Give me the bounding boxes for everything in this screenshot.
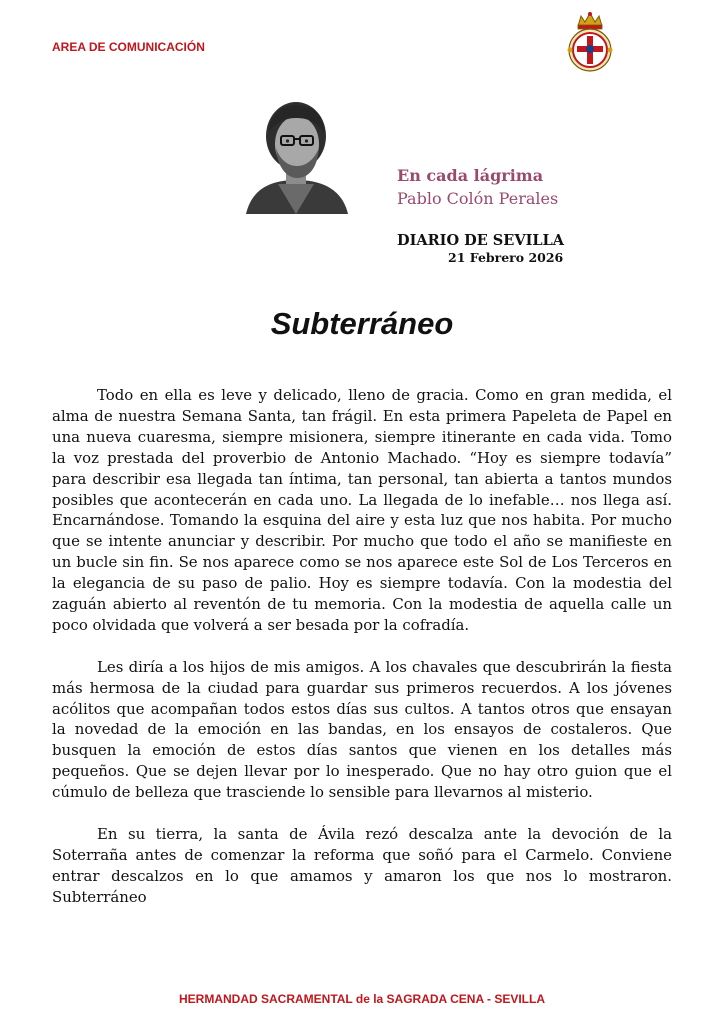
article-body	[52, 385, 672, 929]
column-title: En cada lágrima	[397, 166, 544, 185]
author-name: Pablo Colón Perales	[397, 189, 559, 208]
article-paragraph: Todo en ella es leve y delicado, lleno de gracia. Como en gran medida, el alma de nuestra Semana Santa, tan frágil. En esta primera Papeleta de Papel en una nueva cuaresma, siempre misionera, siempre itinerante en cada vida. Tomo la voz prestada del proverbio de Antonio Machado. “Hoy es siempre todavía” para describir esa llegada tan íntima, tan personal, tan abierta a tantos mundos posibles que acontecerán en cada uno. La llegada de lo inefable… nos llega así. Encarnándose. Tomando la esquina del aire y esta luz que nos habita. Por mucho que se intente anunciar y describir. Por mucho que todo el año se manifieste en un bucle sin fin. Se nos aparece como se nos aparece este Sol de Los Terceros en la elegancia de su paso de palio. Hoy es siempre todavía. Con la modestia del zaguán abierto al reventón de tu memoria. Con la modestia de aquella calle un poco olvidada que volverá a ser besada por la cofradía.	[52, 386, 672, 634]
article-paragraph: En su tierra, la santa de Ávila rezó descalza ante la devoción de la Soterraña antes de comenzar la reforma que soñó para el Carmelo. Conviene entrar descalzos en lo que amamos y amaron los que nos lo mostraron. Subterráneo	[52, 825, 672, 906]
author-portrait	[244, 96, 348, 214]
article-headline: Subterráneo	[270, 306, 454, 341]
publication-date: 21 Febrero 2026	[448, 250, 564, 265]
footer-brotherhood-name: HERMANDAD SACRAMENTAL de la SAGRADA CENA - SEVILLA	[178, 992, 545, 1006]
newspaper-name: DIARIO DE SEVILLA	[397, 232, 564, 249]
brotherhood-crest-icon	[565, 10, 615, 74]
article-paragraph: Les diría a los hijos de mis amigos. A los chavales que descubrirán la fiesta más hermosa de la ciudad para guardar sus primeros recuerdos. A los jóvenes acólitos que acompañan todos estos días sus cultos. A tantos otros que ensayan la novedad de la emoción en las bandas, en los ensayos de costaleros. Que busquen la emoción de estos días santos que vienen en los detalles más pequeños. Que se dejen llevar por lo inesperado. Que no hay otro guion que el cúmulo de belleza que trasciende lo sensible para llevarnos al misterio.	[52, 657, 672, 802]
header-area-label: AREA DE COMUNICACIÓN	[52, 40, 205, 54]
